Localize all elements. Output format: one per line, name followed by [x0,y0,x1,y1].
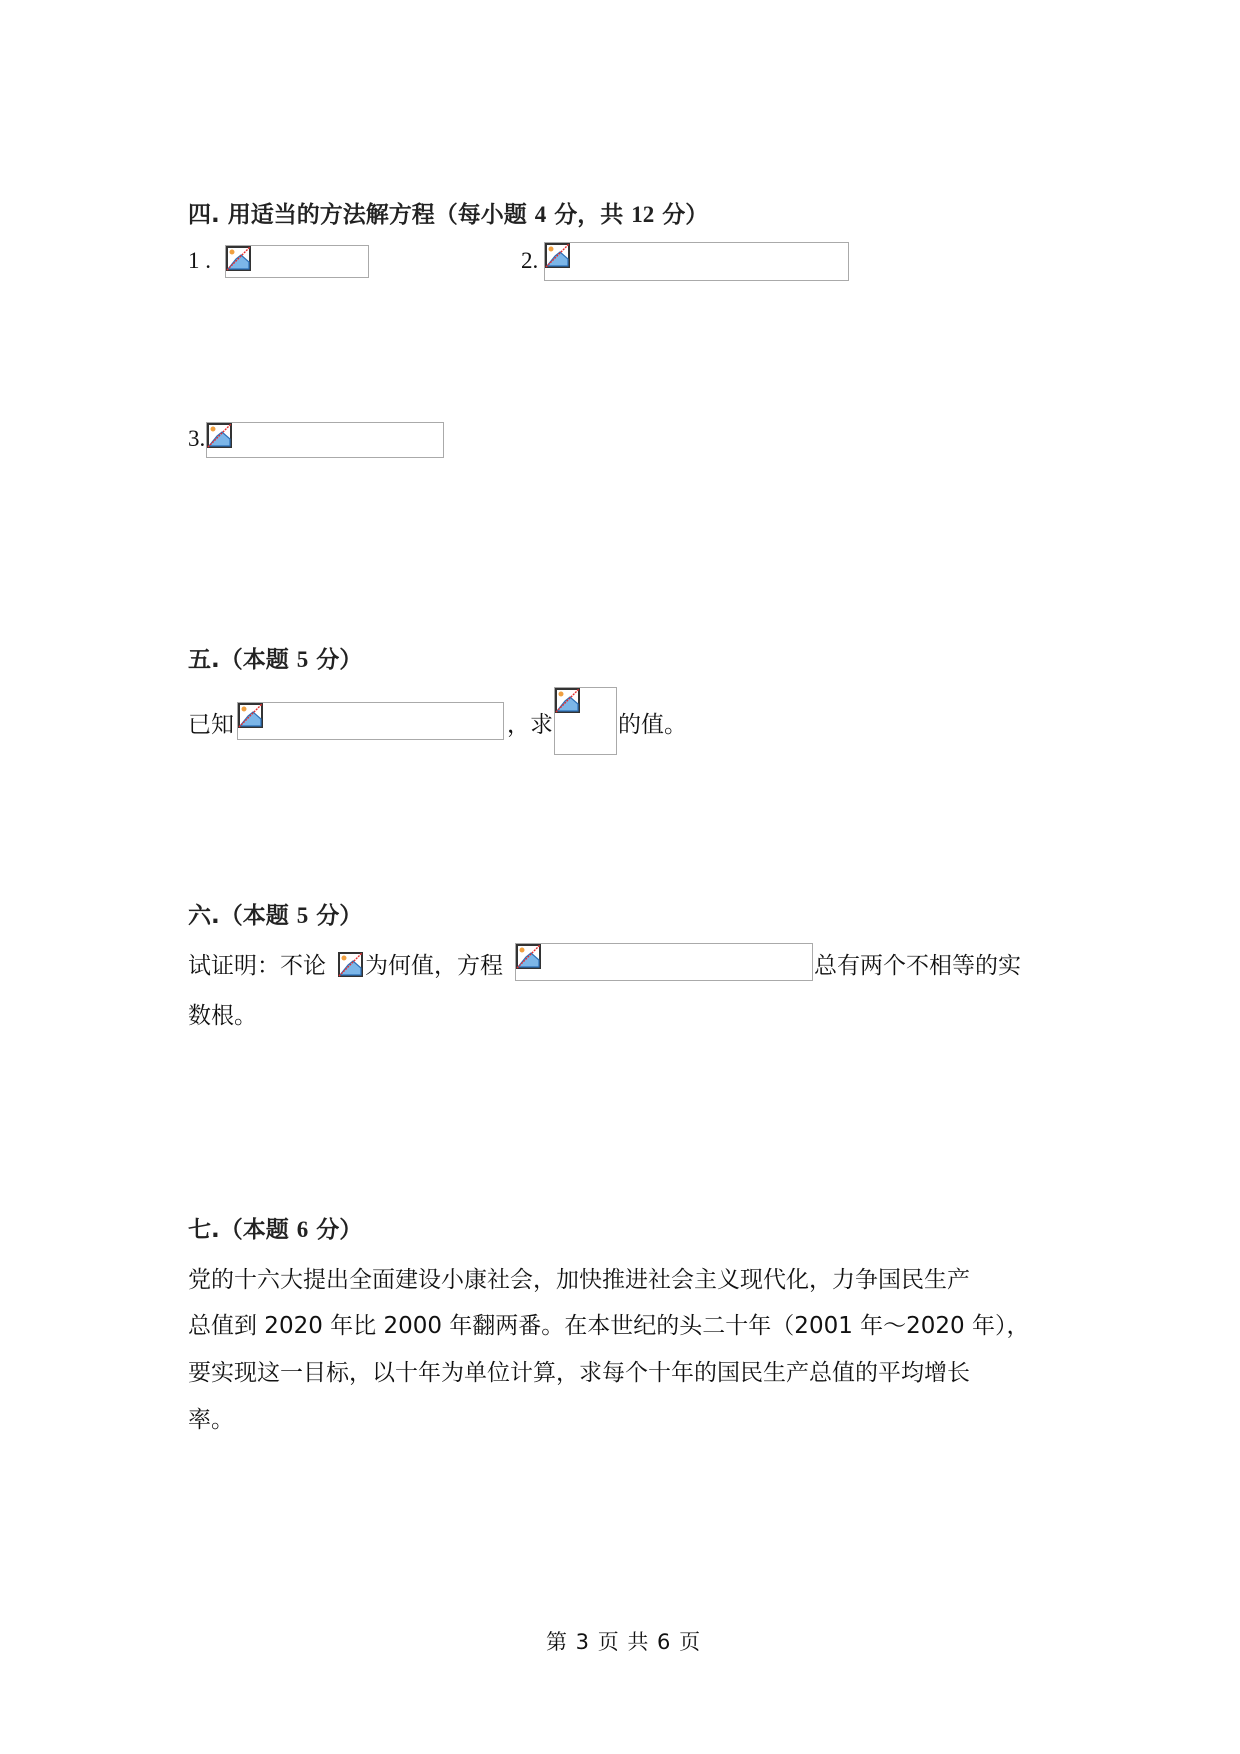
given-condition-image [237,702,504,740]
section-6-text-middle: 为何值，方程 [365,953,503,979]
question-2-label: 2. [521,248,539,273]
target-expression-image [554,687,617,755]
heading-total: 12 [631,202,655,227]
variable-image [338,952,364,976]
section-7-paragraph-line: 要实现这一目标，以十年为单位计算，求每个十年的国民生产总值的平均增长 [188,1360,970,1386]
heading-text: 四. 用适当的方法解方程（每小题 [188,202,535,228]
broken-image-icon [555,688,580,713]
heading-points: 5 [296,903,309,928]
equation-image [515,943,813,981]
section-5-text-middle: ，求 [507,712,553,738]
section-6-text-after: 总有两个不相等的实 [814,953,1021,979]
heading-points: 4 [534,202,547,227]
heading-text: 七.（本题 [188,1217,297,1243]
broken-image-icon [338,952,363,977]
broken-image-icon [207,423,232,448]
equation-3-image [206,422,444,458]
heading-points: 6 [296,1217,309,1242]
heading-text: 六.（本题 [188,903,297,929]
section-6-text-line2: 数根。 [188,1003,257,1029]
heading-text: 五.（本题 [188,647,297,673]
heading-text: 分） [308,647,363,673]
section-7-paragraph-line: 率。 [188,1407,234,1433]
section-7-paragraph-line: 党的十六大提出全面建设小康社会，加快推进社会主义现代化，力争国民生产 [188,1267,970,1293]
section-6-text-before: 试证明：不论 [188,953,326,979]
section-6-heading [188,897,362,930]
section-7-paragraph-line: 总值到 2020 年比 2000 年翻两番。在本世纪的头二十年（2001 年～2020 年）， [188,1313,1030,1339]
broken-image-icon [238,703,263,728]
broken-image-icon [516,944,541,969]
equation-2-image [544,242,849,281]
section-7-heading [188,1211,362,1244]
heading-text: 分） [654,202,709,228]
question-3-label: 3. [188,426,206,451]
section-5-heading [188,641,362,674]
page-number-footer: 第 3 页 共 6 页 [546,1630,702,1654]
heading-text: 分） [308,1217,363,1243]
section-4-heading [188,196,708,229]
section-5-text-before: 已知 [188,712,234,738]
question-1-label: 1 . [188,248,211,273]
heading-text: 分） [308,903,363,929]
broken-image-icon [226,246,251,271]
heading-points: 5 [296,647,309,672]
heading-text: 分，共 [546,202,632,228]
section-5-text-after: 的值。 [618,712,687,738]
broken-image-icon [545,243,570,268]
equation-1-image [225,245,369,278]
